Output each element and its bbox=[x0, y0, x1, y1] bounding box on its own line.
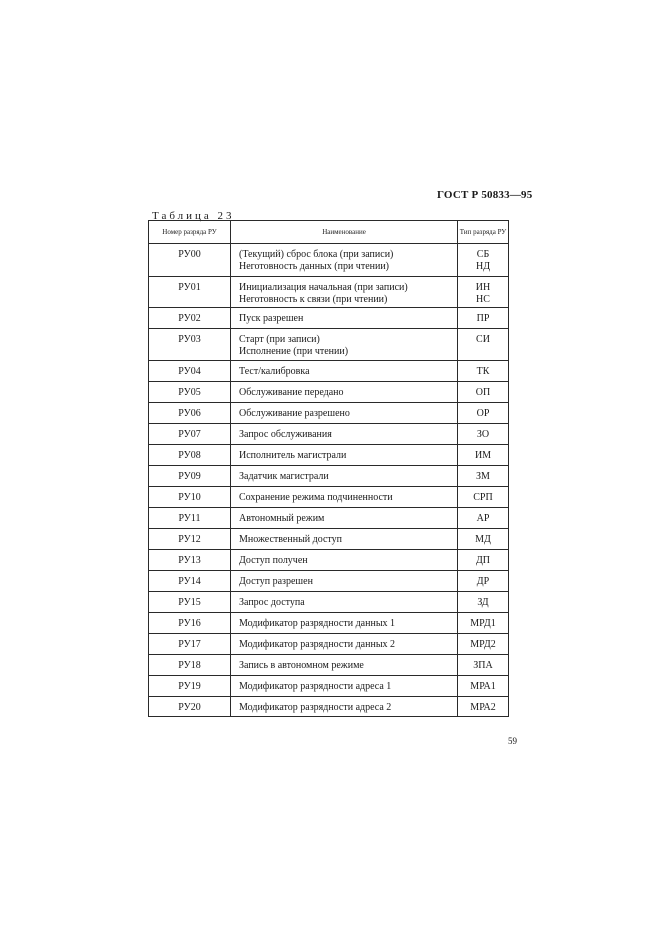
cell-type-line: ЗМ bbox=[476, 471, 490, 482]
cell-name bbox=[231, 508, 458, 529]
cell-name bbox=[231, 382, 458, 403]
cell-name bbox=[231, 308, 458, 329]
cell-number: РУ06 bbox=[149, 403, 231, 424]
cell-type bbox=[458, 329, 509, 361]
cell-name-line: Доступ получен bbox=[239, 555, 308, 566]
table-row bbox=[149, 466, 509, 487]
cell-number: РУ18 bbox=[149, 655, 231, 676]
cell-type-line: ДП bbox=[475, 555, 491, 566]
cell-type-line: МРА2 bbox=[470, 702, 496, 713]
table-row bbox=[149, 445, 509, 466]
table-row bbox=[149, 329, 509, 361]
data-table bbox=[148, 220, 509, 717]
cell-number: РУ00 bbox=[149, 244, 231, 277]
cell-name-line: Модификатор разрядности адреса 1 bbox=[239, 681, 392, 692]
table-row bbox=[149, 571, 509, 592]
cell-type bbox=[458, 634, 509, 655]
cell-name-line: Множественный доступ bbox=[239, 534, 343, 545]
cell-name-line: Обслуживание разрешено bbox=[239, 408, 350, 419]
cell-number: РУ01 bbox=[149, 277, 231, 308]
table-row bbox=[149, 382, 509, 403]
cell-name-line: Неготовность к связи (при чтении) bbox=[239, 294, 388, 305]
cell-type bbox=[458, 361, 509, 382]
cell-type bbox=[458, 487, 509, 508]
cell-name-line: Инициализация начальная (при записи) bbox=[239, 282, 408, 293]
table-body bbox=[149, 244, 509, 717]
table-row bbox=[149, 592, 509, 613]
cell-name-line: Запрос доступа bbox=[239, 597, 305, 608]
cell-number: РУ10 bbox=[149, 487, 231, 508]
cell-name-line: Обслуживание передано bbox=[239, 387, 344, 398]
cell-type bbox=[458, 571, 509, 592]
cell-type bbox=[458, 529, 509, 550]
cell-name-line: Тест/калибровка bbox=[239, 366, 310, 377]
cell-type bbox=[458, 676, 509, 697]
cell-type-line: АР bbox=[476, 513, 490, 524]
table-row bbox=[149, 613, 509, 634]
cell-name-line: Исполнение (при чтении) bbox=[239, 346, 349, 357]
cell-type bbox=[458, 308, 509, 329]
cell-number: РУ19 bbox=[149, 676, 231, 697]
cell-type bbox=[458, 244, 509, 277]
cell-number: РУ14 bbox=[149, 571, 231, 592]
cell-number: РУ16 bbox=[149, 613, 231, 634]
cell-name bbox=[231, 329, 458, 361]
table-row bbox=[149, 676, 509, 697]
cell-name bbox=[231, 466, 458, 487]
cell-name bbox=[231, 655, 458, 676]
cell-name bbox=[231, 424, 458, 445]
cell-type-line: МРД1 bbox=[470, 618, 496, 629]
table-row bbox=[149, 361, 509, 382]
cell-type bbox=[458, 277, 509, 308]
cell-type-line: ЗПА bbox=[473, 660, 493, 671]
cell-type-line: СИ bbox=[476, 334, 490, 345]
cell-name bbox=[231, 697, 458, 717]
table-row bbox=[149, 487, 509, 508]
cell-name-line: Доступ разрешен bbox=[239, 576, 313, 587]
cell-type-line: ЗД bbox=[477, 597, 489, 608]
cell-number: РУ03 bbox=[149, 329, 231, 361]
cell-name bbox=[231, 676, 458, 697]
cell-number: РУ20 bbox=[149, 697, 231, 717]
cell-type-line: ТК bbox=[476, 366, 490, 377]
table-row bbox=[149, 508, 509, 529]
cell-name bbox=[231, 244, 458, 277]
page-number: 59 bbox=[508, 736, 517, 746]
cell-number: РУ13 bbox=[149, 550, 231, 571]
cell-name-line: Исполнитель магистрали bbox=[239, 450, 347, 461]
cell-name-line: Неготовность данных (при чтении) bbox=[239, 261, 390, 272]
cell-name bbox=[231, 277, 458, 308]
cell-type bbox=[458, 403, 509, 424]
cell-name-line: Автономный режим bbox=[239, 513, 325, 524]
cell-number: РУ09 bbox=[149, 466, 231, 487]
cell-type-line: СРП bbox=[473, 492, 493, 503]
cell-type bbox=[458, 550, 509, 571]
cell-type bbox=[458, 613, 509, 634]
cell-type-line: ОР bbox=[476, 408, 490, 419]
cell-type bbox=[458, 445, 509, 466]
cell-type bbox=[458, 592, 509, 613]
cell-type bbox=[458, 466, 509, 487]
cell-name bbox=[231, 529, 458, 550]
cell-type-line: ИН bbox=[475, 282, 491, 293]
cell-type-line: МД bbox=[475, 534, 491, 545]
table-header bbox=[149, 221, 509, 244]
column-header-number: Номер разряда РУ bbox=[149, 221, 231, 244]
cell-type-line: ИМ bbox=[474, 450, 492, 461]
table-row bbox=[149, 308, 509, 329]
cell-type-line: ПР bbox=[476, 313, 490, 324]
table-row bbox=[149, 403, 509, 424]
cell-type bbox=[458, 655, 509, 676]
cell-name-line: Модификатор разрядности адреса 2 bbox=[239, 702, 392, 713]
cell-name bbox=[231, 403, 458, 424]
cell-name bbox=[231, 550, 458, 571]
table-row bbox=[149, 655, 509, 676]
cell-name bbox=[231, 571, 458, 592]
table-row bbox=[149, 634, 509, 655]
table-row bbox=[149, 697, 509, 717]
cell-type bbox=[458, 697, 509, 717]
column-header-name: Наименование bbox=[231, 221, 458, 244]
cell-type-line: МРД2 bbox=[470, 639, 496, 650]
cell-number: РУ05 bbox=[149, 382, 231, 403]
cell-type-line: НС bbox=[476, 294, 490, 305]
cell-name bbox=[231, 445, 458, 466]
cell-number: РУ12 bbox=[149, 529, 231, 550]
cell-type-line: МРА1 bbox=[470, 681, 496, 692]
cell-name-line: Задатчик магистрали bbox=[239, 471, 329, 482]
cell-number: РУ02 bbox=[149, 308, 231, 329]
cell-name bbox=[231, 487, 458, 508]
cell-number: РУ08 bbox=[149, 445, 231, 466]
cell-name-line: Сохранение режима подчиненности bbox=[239, 492, 393, 503]
cell-name-line: Старт (при записи) bbox=[239, 334, 320, 345]
cell-number: РУ11 bbox=[149, 508, 231, 529]
cell-type bbox=[458, 424, 509, 445]
cell-name-line: Пуск разрешен bbox=[239, 313, 304, 324]
table-row bbox=[149, 550, 509, 571]
cell-type-line: ОП bbox=[475, 387, 491, 398]
cell-type bbox=[458, 382, 509, 403]
cell-number: РУ04 bbox=[149, 361, 231, 382]
table-row bbox=[149, 529, 509, 550]
cell-type bbox=[458, 508, 509, 529]
cell-name-line: Модификатор разрядности данных 2 bbox=[239, 639, 396, 650]
cell-name-line: Запрос обслуживания bbox=[239, 429, 332, 440]
table-caption: Таблица 23 bbox=[152, 210, 235, 222]
cell-type-line: СБ bbox=[476, 249, 490, 260]
cell-name bbox=[231, 361, 458, 382]
cell-number: РУ17 bbox=[149, 634, 231, 655]
cell-type-line: НД bbox=[475, 261, 491, 272]
cell-name-line: Запись в автономном режиме bbox=[239, 660, 364, 671]
cell-name bbox=[231, 613, 458, 634]
cell-number: РУ15 bbox=[149, 592, 231, 613]
table-row bbox=[149, 244, 509, 277]
cell-name-line: (Текущий) сброс блока (при записи) bbox=[239, 249, 394, 260]
cell-name bbox=[231, 634, 458, 655]
cell-name-line: Модификатор разрядности данных 1 bbox=[239, 618, 396, 629]
standard-header: ГОСТ Р 50833—95 bbox=[437, 189, 533, 201]
cell-type-line: ЗО bbox=[476, 429, 490, 440]
table-row bbox=[149, 277, 509, 308]
cell-number: РУ07 bbox=[149, 424, 231, 445]
cell-type-line: ДР bbox=[476, 576, 490, 587]
column-header-type: Тип разряда РУ bbox=[458, 221, 509, 244]
cell-name bbox=[231, 592, 458, 613]
table-row bbox=[149, 424, 509, 445]
table-header-row bbox=[149, 221, 509, 244]
